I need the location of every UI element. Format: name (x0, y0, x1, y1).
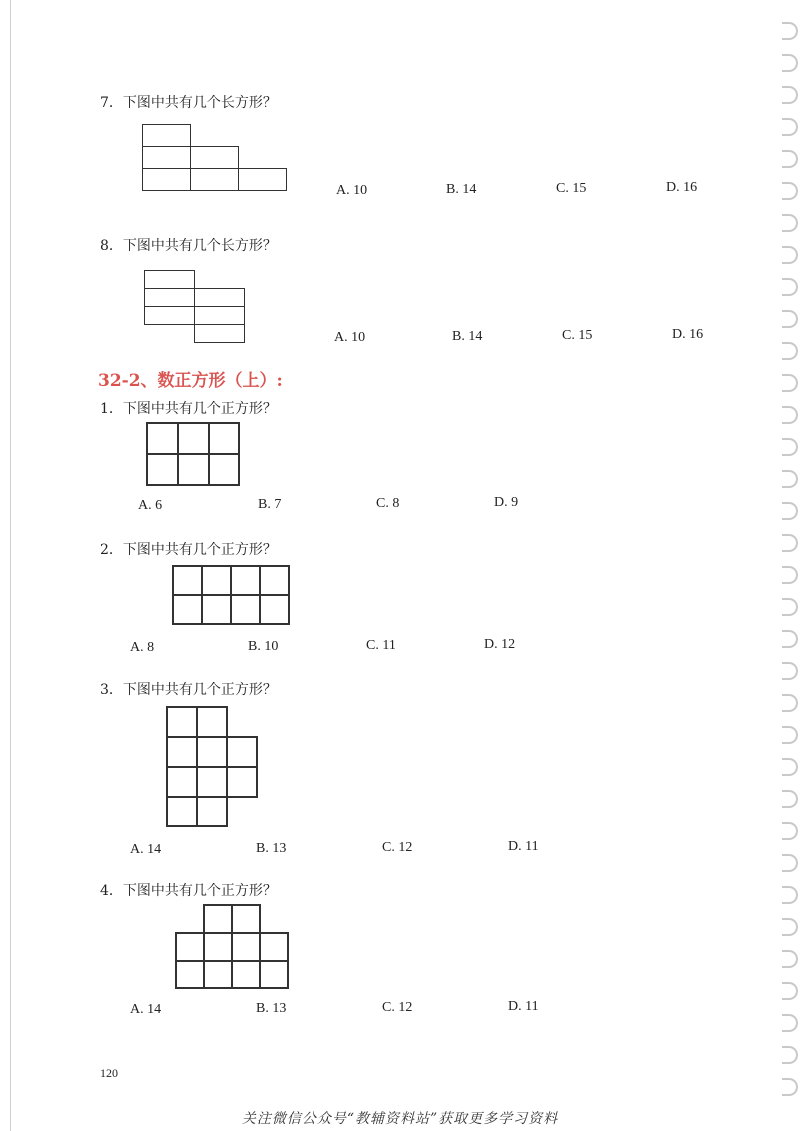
page-edge (10, 0, 11, 1131)
binder-rings (776, 22, 800, 1122)
binder-ring (782, 278, 798, 296)
q8-option-b[interactable]: B. 14 (452, 329, 483, 344)
binder-ring (782, 182, 798, 200)
q7-option-d[interactable]: D. 16 (666, 180, 698, 195)
sq2-option-d[interactable]: D. 12 (484, 637, 516, 652)
binder-ring (782, 22, 798, 40)
square-question-3-text: 3．下图中共有几个正方形？ (100, 682, 277, 698)
question-8-figure (144, 270, 254, 350)
binder-ring (782, 118, 798, 136)
square-question-4-figure (175, 904, 291, 990)
square-question-2-figure (172, 565, 292, 627)
q7-option-c[interactable]: C. 15 (556, 181, 587, 196)
binder-ring (782, 342, 798, 360)
sq1-option-c[interactable]: C. 8 (376, 496, 400, 511)
sq4-option-c[interactable]: C. 12 (382, 1000, 413, 1015)
binder-ring (782, 982, 798, 1000)
q8-option-d[interactable]: D. 16 (672, 327, 704, 342)
sq4-option-b[interactable]: B. 13 (256, 1001, 287, 1016)
binder-ring (782, 470, 798, 488)
binder-ring (782, 246, 798, 264)
footer-notice: 关注微信公众号“教辅资料站”获取更多学习资料 (241, 1111, 559, 1127)
sq3-option-c[interactable]: C. 12 (382, 840, 413, 855)
binder-ring (782, 854, 798, 872)
q7-option-a[interactable]: A. 10 (336, 183, 368, 198)
sq4-option-a[interactable]: A. 14 (130, 1002, 162, 1017)
page-number: 120 (100, 1066, 118, 1080)
binder-ring (782, 886, 798, 904)
binder-ring (782, 150, 798, 168)
section-title: 32-2、数正方形（上）: (98, 371, 283, 391)
q8-option-c[interactable]: C. 15 (562, 328, 593, 343)
square-question-1-text: 1．下图中共有几个正方形？ (100, 401, 277, 417)
binder-ring (782, 950, 798, 968)
binder-ring (782, 534, 798, 552)
binder-ring (782, 1078, 798, 1096)
sq1-option-b[interactable]: B. 7 (258, 497, 282, 512)
square-question-4-text: 4．下图中共有几个正方形？ (100, 883, 277, 899)
binder-ring (782, 1046, 798, 1064)
binder-ring (782, 662, 798, 680)
square-question-2-text: 2．下图中共有几个正方形？ (100, 542, 277, 558)
sq3-option-d[interactable]: D. 11 (508, 839, 539, 854)
sq1-option-d[interactable]: D. 9 (494, 495, 519, 510)
q7-option-b[interactable]: B. 14 (446, 182, 477, 197)
question-7-figure (142, 124, 292, 194)
binder-ring (782, 406, 798, 424)
sq1-option-a[interactable]: A. 6 (138, 498, 163, 513)
binder-ring (782, 790, 798, 808)
sq2-option-a[interactable]: A. 8 (130, 640, 155, 655)
binder-ring (782, 822, 798, 840)
binder-ring (782, 86, 798, 104)
binder-ring (782, 598, 798, 616)
sq2-option-b[interactable]: B. 10 (248, 639, 279, 654)
sq3-option-a[interactable]: A. 14 (130, 842, 162, 857)
binder-ring (782, 694, 798, 712)
sq4-option-d[interactable]: D. 11 (508, 999, 539, 1014)
binder-ring (782, 1014, 798, 1032)
binder-ring (782, 374, 798, 392)
question-7-text: 7．下图中共有几个长方形？ (100, 95, 277, 111)
square-question-1-figure (146, 422, 242, 488)
question-8-text: 8．下图中共有几个长方形？ (100, 238, 277, 254)
binder-ring (782, 502, 798, 520)
binder-ring (782, 438, 798, 456)
q8-option-a[interactable]: A. 10 (334, 330, 366, 345)
binder-ring (782, 630, 798, 648)
sq3-option-b[interactable]: B. 13 (256, 841, 287, 856)
sq2-option-c[interactable]: C. 11 (366, 638, 396, 653)
binder-ring (782, 726, 798, 744)
binder-ring (782, 918, 798, 936)
binder-ring (782, 214, 798, 232)
square-question-3-figure (166, 706, 260, 828)
binder-ring (782, 310, 798, 328)
binder-ring (782, 758, 798, 776)
binder-ring (782, 566, 798, 584)
binder-ring (782, 54, 798, 72)
